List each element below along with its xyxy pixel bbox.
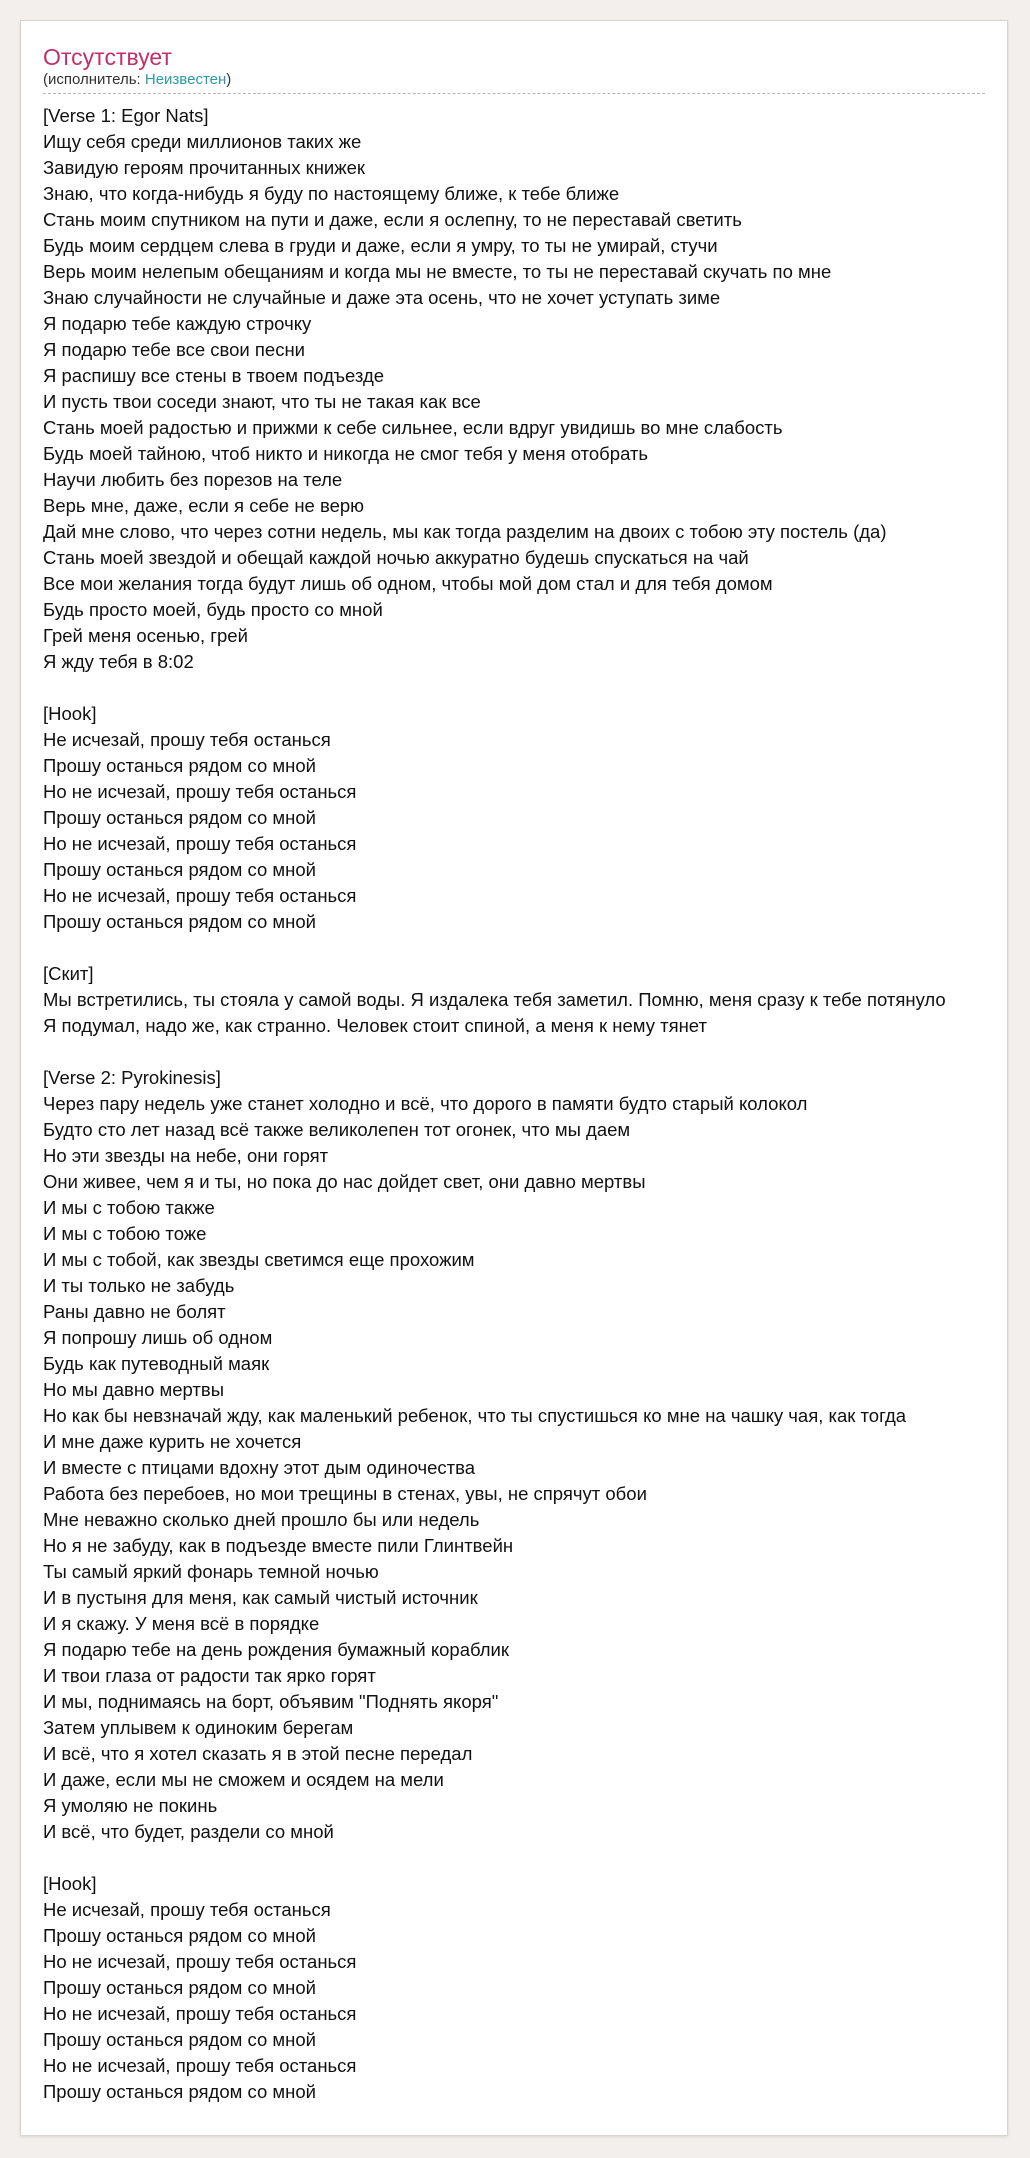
lyrics-line: Но эти звезды на небе, они горят — [43, 1145, 329, 1166]
lyrics-line: Будь как путеводный маяк — [43, 1353, 270, 1374]
lyrics-line: Будто сто лет назад всё также великолепен тот огонек, что мы даем — [43, 1119, 631, 1140]
lyrics-line: Грей меня осенью, грей — [43, 625, 248, 646]
lyrics-line: Прошу останься рядом со мной — [43, 807, 316, 828]
lyrics-line: Но не исчезай, прошу тебя останься — [43, 833, 357, 854]
lyrics-line: Будь моей тайною, чтоб никто и никогда не смог тебя у меня отобрать — [43, 443, 649, 464]
lyrics-section-header: [Скит] — [43, 963, 94, 984]
lyrics-line: Мы встретились, ты стояла у самой воды. Я издалека тебя заметил. Помню, меня сразу к тебе потянуло — [43, 989, 946, 1010]
lyrics-line: Но мы давно мертвы — [43, 1379, 224, 1400]
lyrics-line: Я распишу все стены в твоем подъезде — [43, 365, 385, 386]
lyrics-line: Ты самый яркий фонарь темной ночью — [43, 1561, 379, 1582]
lyrics-line: Но не исчезай, прошу тебя останься — [43, 2003, 357, 2024]
lyrics-line: Прошу останься рядом со мной — [43, 859, 316, 880]
lyrics-line: Все мои желания тогда будут лишь об одном, чтобы мой дом стал и для тебя домом — [43, 573, 773, 594]
lyrics-card — [20, 20, 1008, 2136]
lyrics-line: Но не исчезай, прошу тебя останься — [43, 2055, 357, 2076]
lyrics-blank-line — [43, 1845, 1030, 1871]
lyrics-line: Прошу останься рядом со мной — [43, 1925, 316, 1946]
artist-line — [43, 71, 985, 89]
lyrics-line: И я скажу. У меня всё в порядке — [43, 1613, 320, 1634]
lyrics-line: Дай мне слово, что через сотни недель, мы как тогда разделим на двоих с тобою эту постель (да) — [43, 521, 887, 542]
lyrics-line: Знаю, что когда-нибудь я буду по настоящему ближе, к тебе ближе — [43, 183, 620, 204]
lyrics-line: И всё, что будет, раздели со мной — [43, 1821, 334, 1842]
lyrics-blank-line — [43, 675, 1030, 701]
lyrics-line: Но как бы невзначай жду, как маленький ребенок, что ты спустишься ко мне на чашку чая, как тогда — [43, 1405, 907, 1426]
lyrics-line: И мне даже курить не хочется — [43, 1431, 302, 1452]
lyrics-line: Будь просто моей, будь просто со мной — [43, 599, 383, 620]
artist-link[interactable]: Неизвестен — [144, 71, 227, 88]
lyrics-line: Стань моим спутником на пути и даже, если я ослепну, то не переставай светить — [43, 209, 742, 230]
lyrics-line: Стань моей звездой и обещай каждой ночью аккуратно будешь спускаться на чай — [43, 547, 749, 568]
lyrics-line: Прошу останься рядом со мной — [43, 755, 316, 776]
lyrics-section-header: [Hook] — [43, 703, 97, 724]
lyrics-line: Но не исчезай, прошу тебя останься — [43, 781, 357, 802]
lyrics-line: И вместе с птицами вдохну этот дым одиночества — [43, 1457, 476, 1478]
lyrics-line: Затем уплывем к одиноким берегам — [43, 1717, 354, 1738]
lyrics-line: Но не исчезай, прошу тебя останься — [43, 885, 357, 906]
lyrics-line: И мы с тобой, как звезды светимся еще прохожим — [43, 1249, 475, 1270]
lyrics-line: Я подарю тебе на день рождения бумажный кораблик — [43, 1639, 509, 1660]
lyrics-line: Прошу останься рядом со мной — [43, 2029, 316, 2050]
lyrics-line: Прошу останься рядом со мной — [43, 2081, 316, 2102]
artist-prefix: (исполнитель: — [43, 71, 145, 88]
lyrics-section-header: [Hook] — [43, 1873, 97, 1894]
song-header — [43, 43, 985, 94]
lyrics-line: Раны давно не болят — [43, 1301, 226, 1322]
lyrics-section-header: [Verse 2: Pyrokinesis] — [43, 1067, 221, 1088]
lyrics-line: Я умоляю не покинь — [43, 1795, 218, 1816]
lyrics-line: И ты только не забудь — [43, 1275, 235, 1296]
lyrics-line: Научи любить без порезов на теле — [43, 469, 343, 490]
lyrics-line: Прошу останься рядом со мной — [43, 1977, 316, 1998]
lyrics-line: Верь мне, даже, если я себе не верю — [43, 495, 365, 516]
lyrics-blank-line — [43, 935, 1030, 961]
lyrics-line: Но я не забуду, как в подъезде вместе пили Глинтвейн — [43, 1535, 514, 1556]
lyrics-line: Знаю случайности не случайные и даже эта осень, что не хочет уступать зиме — [43, 287, 721, 308]
lyrics-line: Через пару недель уже станет холодно и всё, что дорого в памяти будто старый колокол — [43, 1093, 808, 1114]
lyrics-line: Прошу останься рядом со мной — [43, 911, 316, 932]
lyrics-line: И в пустыня для меня, как самый чистый источник — [43, 1587, 478, 1608]
lyrics-line: Я попрошу лишь об одном — [43, 1327, 273, 1348]
lyrics-section-header: [Verse 1: Egor Nats] — [43, 105, 209, 126]
lyrics-line: И пусть твои соседи знают, что ты не такая как все — [43, 391, 481, 412]
lyrics-line: Не исчезай, прошу тебя останься — [43, 1899, 331, 1920]
lyrics-line: Они живее, чем я и ты, но пока до нас дойдет свет, они давно мертвы — [43, 1171, 646, 1192]
lyrics-line: Будь моим сердцем слева в груди и даже, если я умру, то ты не умирай, стучи — [43, 235, 718, 256]
lyrics-line: Я подарю тебе каждую строчку — [43, 313, 312, 334]
artist-suffix: ) — [226, 71, 232, 88]
lyrics-line: Не исчезай, прошу тебя останься — [43, 729, 331, 750]
lyrics-line: Но не исчезай, прошу тебя останься — [43, 1951, 357, 1972]
lyrics-line: Работа без перебоев, но мои трещины в стенах, увы, не спрячут обои — [43, 1483, 647, 1504]
lyrics-line: Я жду тебя в 8:02 — [43, 651, 194, 672]
lyrics-line: Я подарю тебе все свои песни — [43, 339, 305, 360]
lyrics-blank-line — [43, 1039, 1030, 1065]
lyrics-line: И твои глаза от радости так ярко горят — [43, 1665, 376, 1686]
lyrics-line: И мы с тобою тоже — [43, 1223, 207, 1244]
lyrics-text — [43, 103, 1030, 2105]
lyrics-line: Стань моей радостью и прижми к себе сильнее, если вдруг увидишь во мне слабость — [43, 417, 783, 438]
song-title: Отсутствует — [43, 44, 172, 70]
lyrics-line: Мне неважно сколько дней прошло бы или недель — [43, 1509, 480, 1530]
lyrics-line: И мы с тобою также — [43, 1197, 215, 1218]
lyrics-line: И даже, если мы не сможем и осядем на мели — [43, 1769, 444, 1790]
lyrics-line: И мы, поднимаясь на борт, объявим "Поднять якоря" — [43, 1691, 499, 1712]
lyrics-line: И всё, что я хотел сказать я в этой песне передал — [43, 1743, 473, 1764]
lyrics-line: Ищу себя среди миллионов таких же — [43, 131, 362, 152]
lyrics-line: Верь моим нелепым обещаниям и когда мы не вместе, то ты не переставай скучать по мне — [43, 261, 832, 282]
lyrics-line: Я подумал, надо же, как странно. Человек стоит спиной, а меня к нему тянет — [43, 1015, 707, 1036]
lyrics-line: Завидую героям прочитанных книжек — [43, 157, 366, 178]
